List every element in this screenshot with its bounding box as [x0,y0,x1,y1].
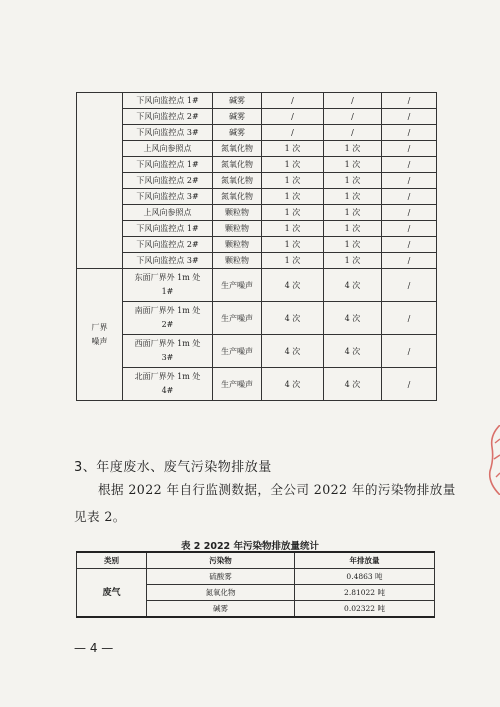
frequency-a: 4 次 [262,302,324,335]
pollutant: 碱雾 [147,601,295,618]
table-row [77,221,437,237]
monitor-point: 东面厂界外 1m 处 1# [123,269,213,302]
frequency-c: / [382,109,437,125]
frequency-b: 4 次 [324,269,382,302]
monitor-point: 下风向监控点 2# [123,173,213,189]
section-heading: 3、年度废水、废气污染物排放量 [74,460,272,475]
frequency-a: / [262,109,324,125]
monitor-point: 西面厂界外 1m 处 3# [123,335,213,368]
monitor-point: 上风向参照点 [123,205,213,221]
frequency-a: / [262,125,324,141]
column-header-pollutant: 污染物 [147,552,295,569]
table-row [77,157,437,173]
frequency-c: / [382,221,437,237]
table-row [77,173,437,189]
noise-category-cell: 厂界噪声 [77,269,123,401]
table-row [77,125,437,141]
monitor-point: 下风向监控点 1# [123,93,213,109]
frequency-c: / [382,173,437,189]
pollutant: 硫酸雾 [147,569,295,585]
seal-stamp-fragment [488,425,500,495]
frequency-a: 1 次 [262,189,324,205]
pollutant: 生产噪声 [213,335,262,368]
table-row [77,302,437,335]
pollutant: 生产噪声 [213,302,262,335]
emission-amount: 2.81022 吨 [295,585,435,601]
monitor-point: 下风向监控点 1# [123,221,213,237]
frequency-c: / [382,237,437,253]
table-row [77,141,437,157]
pollutant: 氮氧化物 [213,157,262,173]
frequency-a: 4 次 [262,335,324,368]
frequency-a: 1 次 [262,253,324,269]
frequency-b: 1 次 [324,237,382,253]
frequency-b: 1 次 [324,221,382,237]
column-header-category: 类别 [77,552,147,569]
frequency-a: 1 次 [262,173,324,189]
pollutant: 碱雾 [213,93,262,109]
monitor-point: 下风向监控点 2# [123,109,213,125]
frequency-c: / [382,368,437,401]
pollutant: 氮氧化物 [213,173,262,189]
monitor-point: 下风向监控点 3# [123,253,213,269]
pollutant: 颗粒物 [213,205,262,221]
frequency-b: 1 次 [324,205,382,221]
frequency-a: 1 次 [262,157,324,173]
frequency-c: / [382,253,437,269]
table-row [77,237,437,253]
table-row [77,335,437,368]
monitor-point: 下风向监控点 3# [123,125,213,141]
frequency-c: / [382,125,437,141]
frequency-c: / [382,269,437,302]
frequency-b: 4 次 [324,302,382,335]
pollutant: 氮氧化物 [147,585,295,601]
pollutant: 颗粒物 [213,253,262,269]
table-row [77,253,437,269]
frequency-c: / [382,157,437,173]
frequency-b: 4 次 [324,335,382,368]
frequency-c: / [382,93,437,109]
pollutant: 生产噪声 [213,368,262,401]
frequency-c: / [382,189,437,205]
emission-table [76,551,435,618]
frequency-c: / [382,335,437,368]
emission-amount: 0.02322 吨 [295,601,435,618]
pollutant: 颗粒物 [213,237,262,253]
table-row [77,205,437,221]
frequency-b: 1 次 [324,141,382,157]
category-cell-empty [77,93,123,269]
table-row [77,269,437,302]
frequency-b: 1 次 [324,157,382,173]
pollutant: 颗粒物 [213,221,262,237]
frequency-b: 1 次 [324,173,382,189]
frequency-b: 1 次 [324,253,382,269]
frequency-b: / [324,109,382,125]
frequency-c: / [382,141,437,157]
monitor-point: 下风向监控点 1# [123,157,213,173]
pollutant: 碱雾 [213,125,262,141]
frequency-c: / [382,302,437,335]
monitor-point: 下风向监控点 2# [123,237,213,253]
frequency-a: / [262,93,324,109]
frequency-a: 1 次 [262,237,324,253]
pollutant: 氮氧化物 [213,189,262,205]
pollutant: 氮氧化物 [213,141,262,157]
frequency-b: / [324,125,382,141]
pollutant: 生产噪声 [213,269,262,302]
category-cell: 废气 [77,569,147,618]
frequency-b: 4 次 [324,368,382,401]
monitor-point: 北面厂界外 1m 处 4# [123,368,213,401]
frequency-a: 4 次 [262,368,324,401]
frequency-c: / [382,205,437,221]
page-number: — 4 — [74,641,114,655]
table-row [77,189,437,205]
table-header-row [77,552,435,569]
frequency-a: 4 次 [262,269,324,302]
monitor-point: 南面厂界外 1m 处 2# [123,302,213,335]
table-row [77,109,437,125]
column-header-annual-emission: 年排放量 [295,552,435,569]
paragraph-line: 根据 2022 年自行监测数据，全公司 2022 年的污染物排放量 [98,482,456,497]
frequency-a: 1 次 [262,221,324,237]
table-row [77,93,437,109]
frequency-a: 1 次 [262,205,324,221]
pollutant: 碱雾 [213,109,262,125]
monitor-point: 上风向参照点 [123,141,213,157]
monitoring-frequency-table [76,92,437,401]
table-caption: 表 2 2022 年污染物排放量统计 [181,541,319,552]
frequency-a: 1 次 [262,141,324,157]
table-row [77,368,437,401]
table-row [77,569,435,585]
frequency-b: / [324,93,382,109]
monitor-point: 下风向监控点 3# [123,189,213,205]
frequency-b: 1 次 [324,189,382,205]
paragraph-line: 见表 2。 [74,509,126,524]
emission-amount: 0.4863 吨 [295,569,435,585]
